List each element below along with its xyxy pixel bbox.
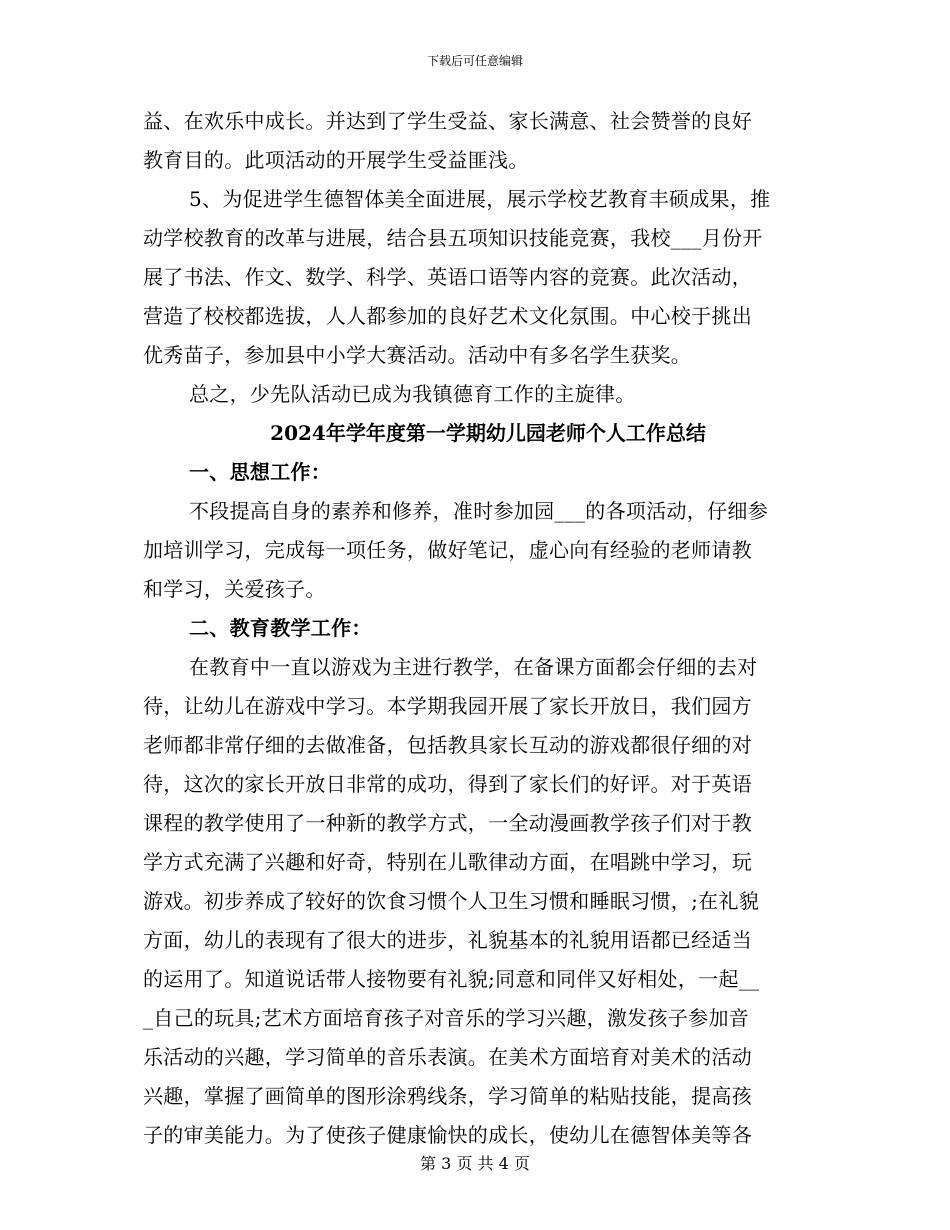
section-title: 2024年学年度第一学期幼儿园老师个人工作总结 <box>270 421 706 445</box>
text-line: 学方式充满了兴趣和好奇，特别在儿歌律动方面，在唱跳中学习，玩 <box>143 850 752 874</box>
text-line: 优秀苗子，参加县中小学大赛活动。活动中有多名学生获奖。 <box>143 343 692 367</box>
text-line: 5、为促进学生德智体美全面进展，展示学校艺教育丰硕成果，推 <box>189 187 771 211</box>
text-line: 子的审美能力。为了使孩子健康愉快的成长，使幼儿在德智体美等各 <box>143 1123 752 1147</box>
section-heading: 二、教育教学工作： <box>189 616 372 640</box>
text-line: 益、在欢乐中成长。并达到了学生受益、家长满意、社会赞誉的良好 <box>143 109 752 133</box>
text-line: 待，让幼儿在游戏中学习。本学期我园开展了家长开放日，我们园方 <box>143 694 752 718</box>
text-line: 乐活动的兴趣，学习简单的音乐表演。在美术方面培育对美术的活动 <box>143 1045 752 1069</box>
text-line: 在教育中一直以游戏为主进行教学，在备课方面都会仔细的去对 <box>189 655 758 679</box>
text-line: 营造了校校都选拔，人人都参加的良好艺术文化氛围。中心校于挑出 <box>143 304 752 328</box>
text-line: 展了书法、作文、数学、科学、英语口语等内容的竞赛。此次活动， <box>143 265 752 289</box>
document-body <box>143 102 809 1155</box>
text-line: 加培训学习，完成每一项任务，做好笔记，虚心向有经验的老师请教 <box>143 538 752 562</box>
text-line: 不段提高自身的素养和修养，准时参加园___的各项活动，仔细参 <box>189 499 768 523</box>
text-line: 方面，幼儿的表现有了很大的进步，礼貌基本的礼貌用语都已经适当 <box>143 928 752 952</box>
page-footer: 第 3 页 共 4 页 <box>420 1154 530 1173</box>
text-line: 兴趣，掌握了画简单的图形涂鸦线条，学习简单的粘贴技能，提高孩 <box>143 1084 752 1108</box>
text-line: 总之，少先队活动已成为我镇德育工作的主旋律。 <box>189 382 636 406</box>
text-line: 的运用了。知道说话带人接物要有礼貌;同意和同伴又好相处，一起__ <box>143 967 760 991</box>
text-line: 待，这次的家长开放日非常的成功，得到了家长们的好评。对于英语 <box>143 772 752 796</box>
text-line: 老师都非常仔细的去做准备，包括教具家长互动的游戏都很仔细的对 <box>143 733 752 757</box>
page-header: 下载后可任意编辑 <box>426 54 523 68</box>
text-line: 和学习，关爱孩子。 <box>143 577 326 601</box>
text-line: _自己的玩具;艺术方面培育孩子对音乐的学习兴趣，激发孩子参加音 <box>143 1006 750 1030</box>
text-line: 动学校教育的改革与进展，结合县五项知识技能竞赛，我校___月份开 <box>143 226 763 250</box>
section-heading: 一、思想工作： <box>189 460 332 484</box>
text-line: 课程的教学使用了一种新的教学方式，一全动漫画教学孩子们对于教 <box>143 811 752 835</box>
text-line: 教育目的。此项活动的开展学生受益匪浅。 <box>143 148 529 172</box>
text-line: 游戏。初步养成了较好的饮食习惯个人卫生习惯和睡眠习惯，;在礼貌 <box>143 889 760 913</box>
